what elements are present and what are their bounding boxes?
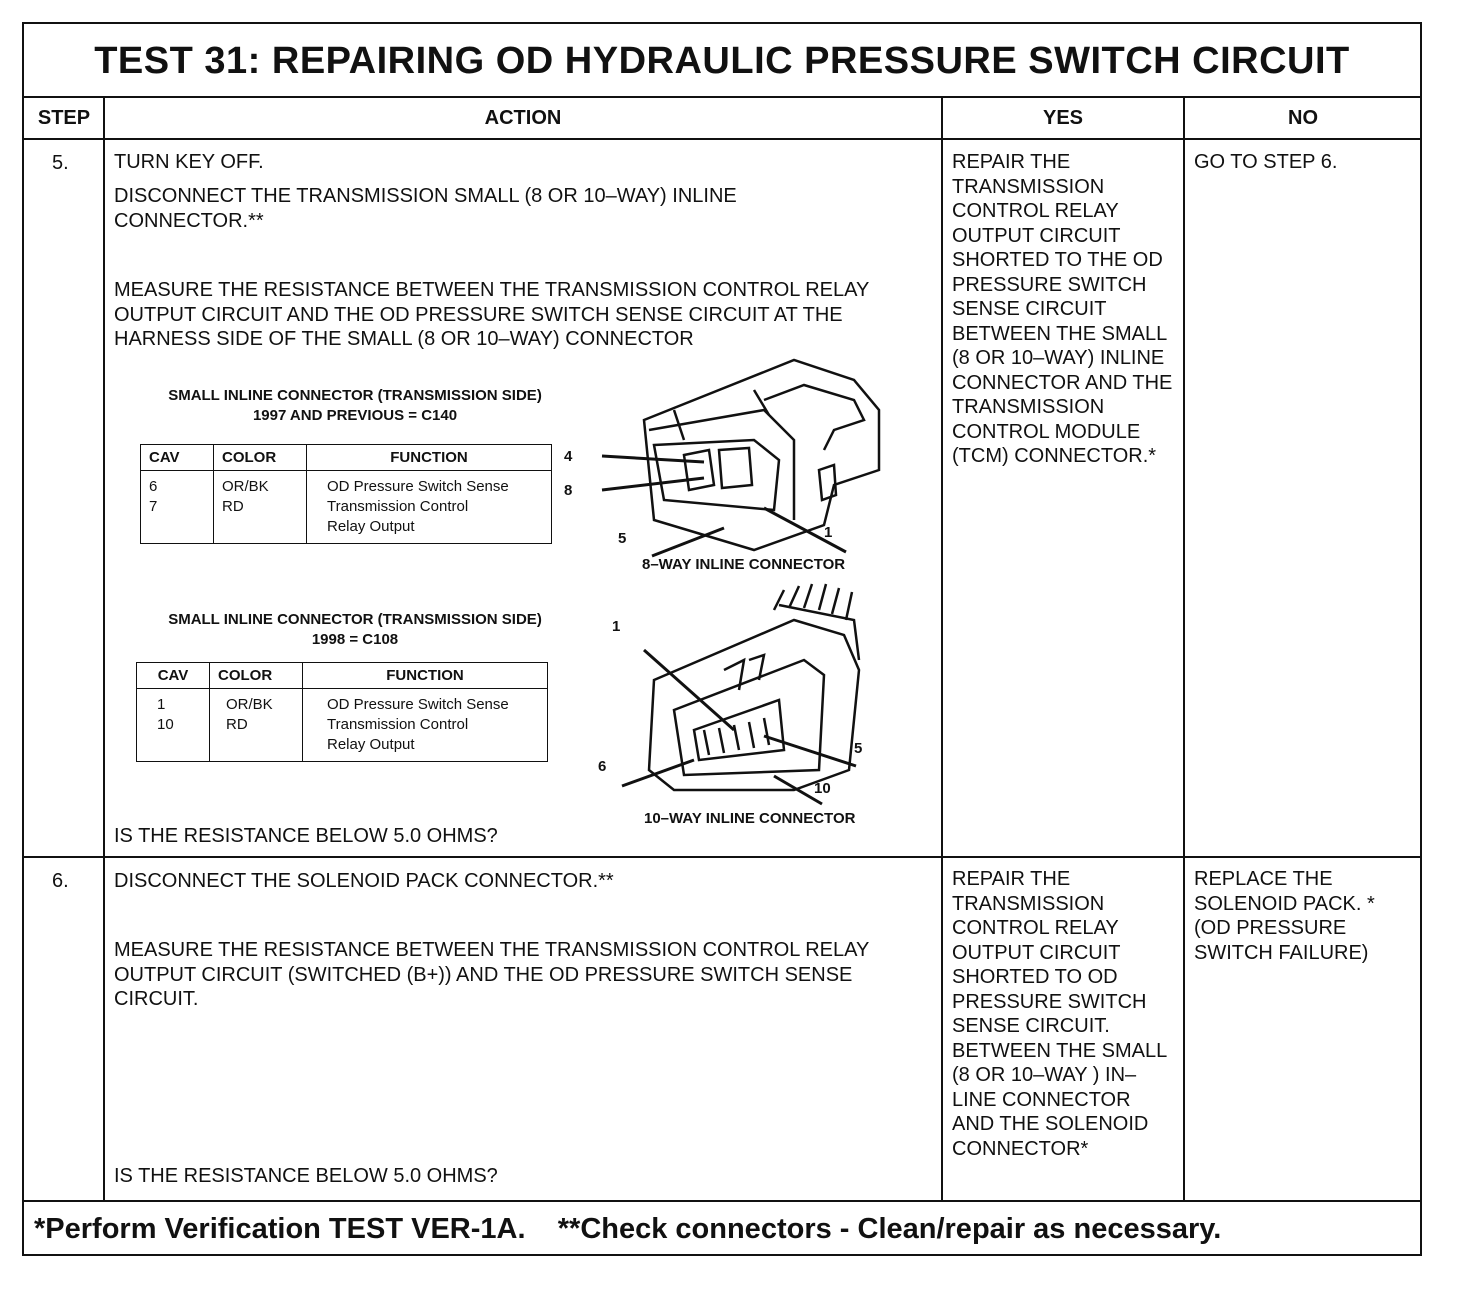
8-way-connector-drawing <box>554 350 894 580</box>
header-action: ACTION <box>104 98 942 140</box>
color-value: RD <box>222 498 244 515</box>
col-function: FUNCTION <box>303 663 548 689</box>
pin-label: 10 <box>814 780 831 797</box>
step-number: 5. <box>52 152 69 174</box>
pin-label: 1 <box>612 618 621 635</box>
connector-title-line1: SMALL INLINE CONNECTOR (TRANSMISSION SIDE) <box>168 387 542 404</box>
column-divider <box>941 98 943 1202</box>
step6-action-2: MEASURE THE RESISTANCE BETWEEN THE TRANSMISSION CONTROL RELAY OUTPUT CIRCUIT (SWITCHED (B+)) AND THE OD PRESSURE SWITCH SENSE CIRCUIT. <box>114 939 869 1010</box>
color-value: OR/BK <box>222 478 269 495</box>
col-color: COLOR <box>214 445 307 471</box>
table-row <box>141 471 552 544</box>
column-divider <box>103 98 105 1202</box>
header-yes: YES <box>942 98 1184 140</box>
step5-no: GO TO STEP 6. <box>1194 151 1338 173</box>
step6-no: REPLACE THE SOLENOID PACK. * (OD PRESSURE SWITCH FAILURE) <box>1194 868 1375 964</box>
pin-label: 4 <box>564 448 573 465</box>
function-value: Transmission Control Relay Output <box>327 498 469 535</box>
step5-question: IS THE RESISTANCE BELOW 5.0 OHMS? <box>114 825 498 847</box>
pin-label: 6 <box>598 758 607 775</box>
cavity-table <box>136 662 548 762</box>
step-number: 6. <box>52 870 69 892</box>
row-divider <box>24 856 1420 858</box>
col-cav: CAV <box>141 445 214 471</box>
pin-label: 5 <box>618 530 627 547</box>
table-row <box>137 689 548 762</box>
connector-diagram-label: 8–WAY INLINE CONNECTOR <box>642 556 846 573</box>
header-no: NO <box>1184 98 1422 140</box>
connector-title-line2: 1998 = C108 <box>311 631 399 648</box>
function-value: OD Pressure Switch Sense <box>327 696 509 713</box>
step5-action-2: DISCONNECT THE TRANSMISSION SMALL (8 OR 10–WAY) INLINE CONNECTOR.** <box>114 185 737 232</box>
connector-title-line2: 1997 AND PREVIOUS = C140 <box>252 407 458 424</box>
connector-title <box>130 386 580 426</box>
col-function: FUNCTION <box>307 445 552 471</box>
step6-yes: REPAIR THE TRANSMISSION CONTROL RELAY OUTPUT CIRCUIT SHORTED TO OD PRESSURE SWITCH SENSE CIRCUIT. BETWEEN THE SMALL (8 OR 10–WAY ) IN–LINE CONNECTOR AND THE SOLENOID CONNECTOR* <box>952 868 1167 1160</box>
10-way-connector-drawing <box>594 580 884 820</box>
cav-value: 10 <box>157 716 174 733</box>
col-color: COLOR <box>210 663 303 689</box>
step6-action-1: DISCONNECT THE SOLENOID PACK CONNECTOR.** <box>114 870 614 892</box>
function-value: Transmission Control Relay Output <box>327 716 469 753</box>
pin-label: 8 <box>564 482 573 499</box>
col-cav: CAV <box>137 663 210 689</box>
step6-question: IS THE RESISTANCE BELOW 5.0 OHMS? <box>114 1165 498 1187</box>
color-value: RD <box>226 716 248 733</box>
page-title: TEST 31: REPAIRING OD HYDRAULIC PRESSURE SWITCH CIRCUIT <box>24 24 1420 98</box>
function-value: OD Pressure Switch Sense <box>327 478 509 495</box>
header-step: STEP <box>24 98 104 140</box>
test-procedure-sheet <box>22 22 1422 1256</box>
pin-label: 5 <box>854 740 863 757</box>
cavity-table <box>140 444 552 544</box>
step5-yes: REPAIR THE TRANSMISSION CONTROL RELAY OUTPUT CIRCUIT SHORTED TO THE OD PRESSURE SWITCH SENSE CIRCUIT BETWEEN THE SMALL (8 OR 10–WAY) INLINE CONNECTOR AND THE TRANSMISSION CONTROL MODULE (TCM) CONNECTOR.* <box>952 151 1173 467</box>
connector-title <box>130 610 580 650</box>
column-divider <box>1183 98 1185 1202</box>
pin-label: 1 <box>824 524 833 541</box>
step5-action-1: TURN KEY OFF. <box>114 151 264 173</box>
cav-value: 7 <box>149 498 158 515</box>
footer-note: *Perform Verification TEST VER-1A. **Check connectors - Clean/repair as necessary. <box>34 1213 1222 1245</box>
cav-value: 6 <box>149 478 158 495</box>
step5-action-3: MEASURE THE RESISTANCE BETWEEN THE TRANSMISSION CONTROL RELAY OUTPUT CIRCUIT AND THE OD PRESSURE SWITCH SENSE CIRCUIT AT THE HARNESS SIDE OF THE SMALL (8 OR 10–WAY) CONNECTOR <box>114 279 869 350</box>
cav-value: 1 <box>157 696 166 713</box>
connector-title-line1: SMALL INLINE CONNECTOR (TRANSMISSION SIDE) <box>168 611 542 628</box>
color-value: OR/BK <box>226 696 273 713</box>
connector-diagram-label: 10–WAY INLINE CONNECTOR <box>644 810 856 827</box>
